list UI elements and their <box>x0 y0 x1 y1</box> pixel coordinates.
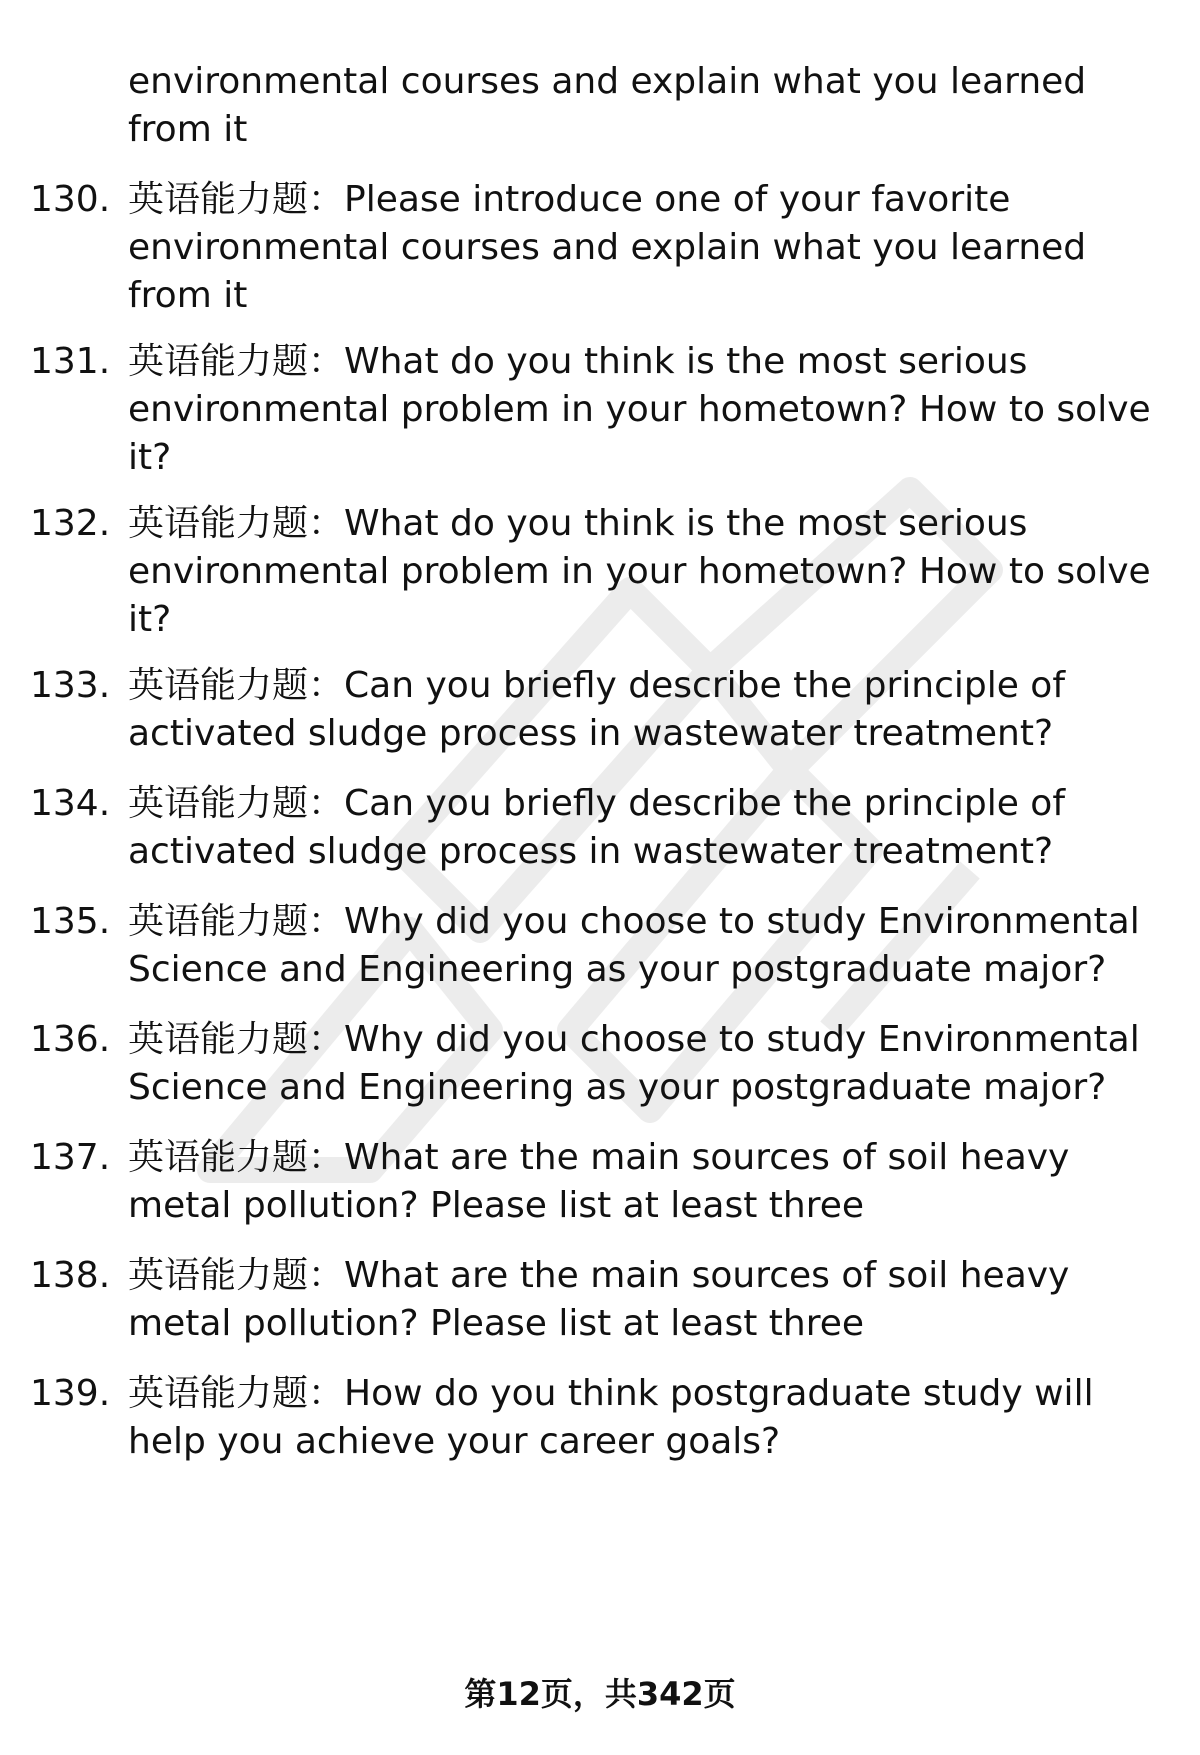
item-text: 英语能力题：Why did you choose to study Environmental Science and Engineering as your postgraduate major? <box>128 901 1140 990</box>
item-number: 131. <box>30 341 111 382</box>
list-item <box>30 1252 1170 1348</box>
continued-question-text: environmental courses and explain what you learned from it <box>128 61 1087 150</box>
list-item <box>30 898 1170 994</box>
item-number: 138. <box>30 1255 111 1296</box>
item-number: 132. <box>30 503 111 544</box>
item-text: 英语能力题：Can you briefly describe the principle of activated sludge process in wastewater treatment? <box>128 783 1066 872</box>
list-item <box>30 176 1170 320</box>
item-text: 英语能力题：What are the main sources of soil heavy metal pollution? Please list at least three <box>128 1137 1070 1226</box>
item-number: 130. <box>30 179 111 220</box>
item-text: 英语能力题：How do you think postgraduate study will help you achieve your career goals? <box>128 1373 1094 1462</box>
list-item <box>30 780 1170 876</box>
page-footer: 第12页，共342页 <box>464 1675 736 1713</box>
item-number: 135. <box>30 901 111 942</box>
item-text: 英语能力题：What do you think is the most serious environmental problem in your hometown? How to solve it? <box>128 341 1151 478</box>
list-item <box>30 338 1170 482</box>
item-text: 英语能力题：Please introduce one of your favorite environmental courses and explain what you learned from it <box>128 179 1087 316</box>
list-item <box>30 1134 1170 1230</box>
item-number: 136. <box>30 1019 111 1060</box>
item-text: 英语能力题：Why did you choose to study Environmental Science and Engineering as your postgraduate major? <box>128 1019 1140 1108</box>
item-number: 133. <box>30 665 111 706</box>
item-number: 139. <box>30 1373 111 1414</box>
list-item <box>30 1370 1170 1466</box>
item-text: 英语能力题：Can you briefly describe the principle of activated sludge process in wastewater treatment? <box>128 665 1066 754</box>
list-item <box>30 662 1170 758</box>
item-number: 137. <box>30 1137 111 1178</box>
list-item <box>30 1016 1170 1112</box>
list-item <box>30 500 1170 644</box>
item-text: 英语能力题：What are the main sources of soil heavy metal pollution? Please list at least three <box>128 1255 1070 1344</box>
item-number: 134. <box>30 783 111 824</box>
item-text: 英语能力题：What do you think is the most serious environmental problem in your hometown? How to solve it? <box>128 503 1151 640</box>
